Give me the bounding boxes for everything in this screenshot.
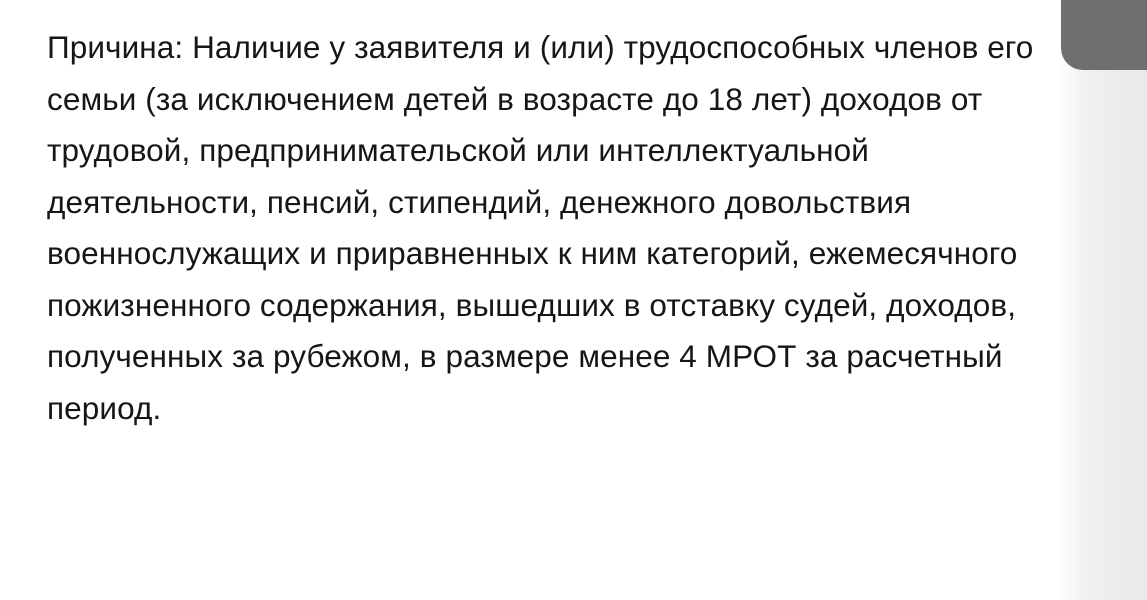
right-side-panel <box>1058 0 1147 600</box>
rounded-dark-card[interactable] <box>1061 0 1147 70</box>
reason-message-text: Причина: Наличие у заявителя и (или) трудоспособных членов его семьи (за исключением детей в возрасте до 18 лет) доходов от трудовой, предпринимательской или интеллектуальной деятельности, пенсий, стипендий, денежного довольствия военнослужащих и приравненных к ним категорий, ежемесячного пожизненного содержания, вышедших в отставку судей, доходов, полученных за рубежом, в размере менее 4 МРОТ за расчетный период. <box>47 29 1043 426</box>
